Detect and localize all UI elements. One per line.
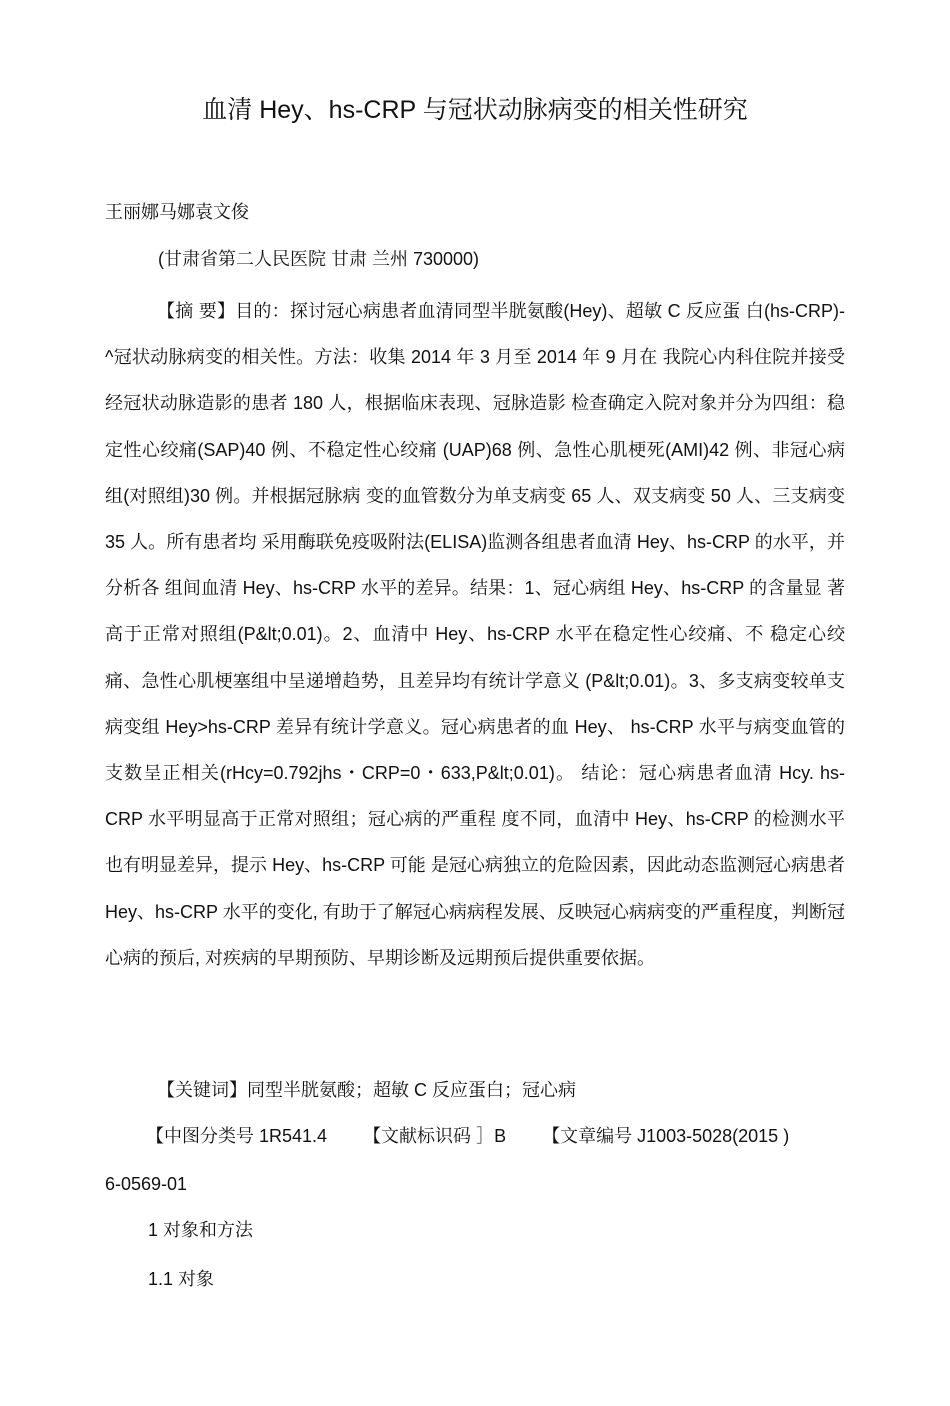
document-code: 【文献标识码 ］B [363,1126,507,1146]
clc-number: 【中图分类号 1R541.4 [146,1126,328,1146]
abstract-text: 目的：探讨冠心病患者血清同型半胱氨酸(Hey)、超敏 C 反应蛋 白(hs-CRP)-^冠状动脉病变的相关性。方法：收集 2014 年 3 月至 2014 年 9 月在 我院心内科住院并接受经冠状动脉造影的患者 180 人，根据临床表现、冠脉造影 检查确定入院对象并分为四组：稳定性心绞痛(SAP)40 例、不稳定性心绞痛 (UAP)68 例、急性心肌梗死(AMI)42 例、非冠心病组(对照组)30 例。并根据冠脉病 变的血管数分为单支病变 65 人、双支病变 50 人、三支病变 35 人。所有患者均 采用酶联免疫吸附法(ELISA)监测各组患者血清 Hey、hs-CRP 的水平，并分析各 组间血清 Hey、hs-CRP 水平的差异。结果：1、冠心病组 Hey、hs-CRP 的含量显 著高于正常对照组(P&lt;0.01)。2、血清中 Hey、hs-CRP 水平在稳定性心绞痛、不 稳定心绞痛、急性心肌梗塞组中呈递增趋势，且差异均有统计学意义 (P&lt;0.01)。3、多支病变较单支病变组 Hey>hs-CRP 差异有统计学意义。冠心病患者的血 Hey、 hs-CRP 水平与病变血管的支数呈正相关(rHcy=0.792jhs・CRP=0・633,P&lt;0.01)。 结论：冠心病患者血清 Hcy. hs-CRP 水平明显高于正常对照组；冠心病的严重程 度不同，血清中 Hey、hs-CRP 的检测水平也有明显差异，提示 Hey、hs-CRP 可能 是冠心病独立的危险因素，因此动态监测冠心病患者 Hey、hs-CRP 水平的变化, 有助于了解冠心病病程发展、反映冠心病病变的严重程度，判断冠心病的预后, 对疾病的早期预防、早期诊断及远期预后提供重要依据。 [105,301,845,968]
keywords-label: 【关键词】 [157,1080,247,1100]
paper-title: 血清 Hey、hs-CRP 与冠状动脉病变的相关性研究 [202,96,748,124]
article-number-continued: 6-0569-01 [105,1174,188,1194]
authors: 王丽娜马娜袁文俊 [105,202,249,222]
abstract-paragraph [105,288,845,981]
classification-line [146,1122,789,1150]
affiliation: (甘肃省第二人民医院 甘肃 兰州 730000) [158,249,480,269]
abstract-label: 【摘 要】 [157,301,236,321]
keywords-text: 同型半胱氨酸；超敏 C 反应蛋白；冠心病 [247,1080,576,1100]
section-heading-1: 1 对象和方法 [148,1220,254,1240]
article-number: 【文章编号 J1003-5028(2015 ) [542,1126,790,1146]
section-heading-1-1: 1.1 对象 [148,1269,215,1289]
keywords-line [157,1076,576,1104]
